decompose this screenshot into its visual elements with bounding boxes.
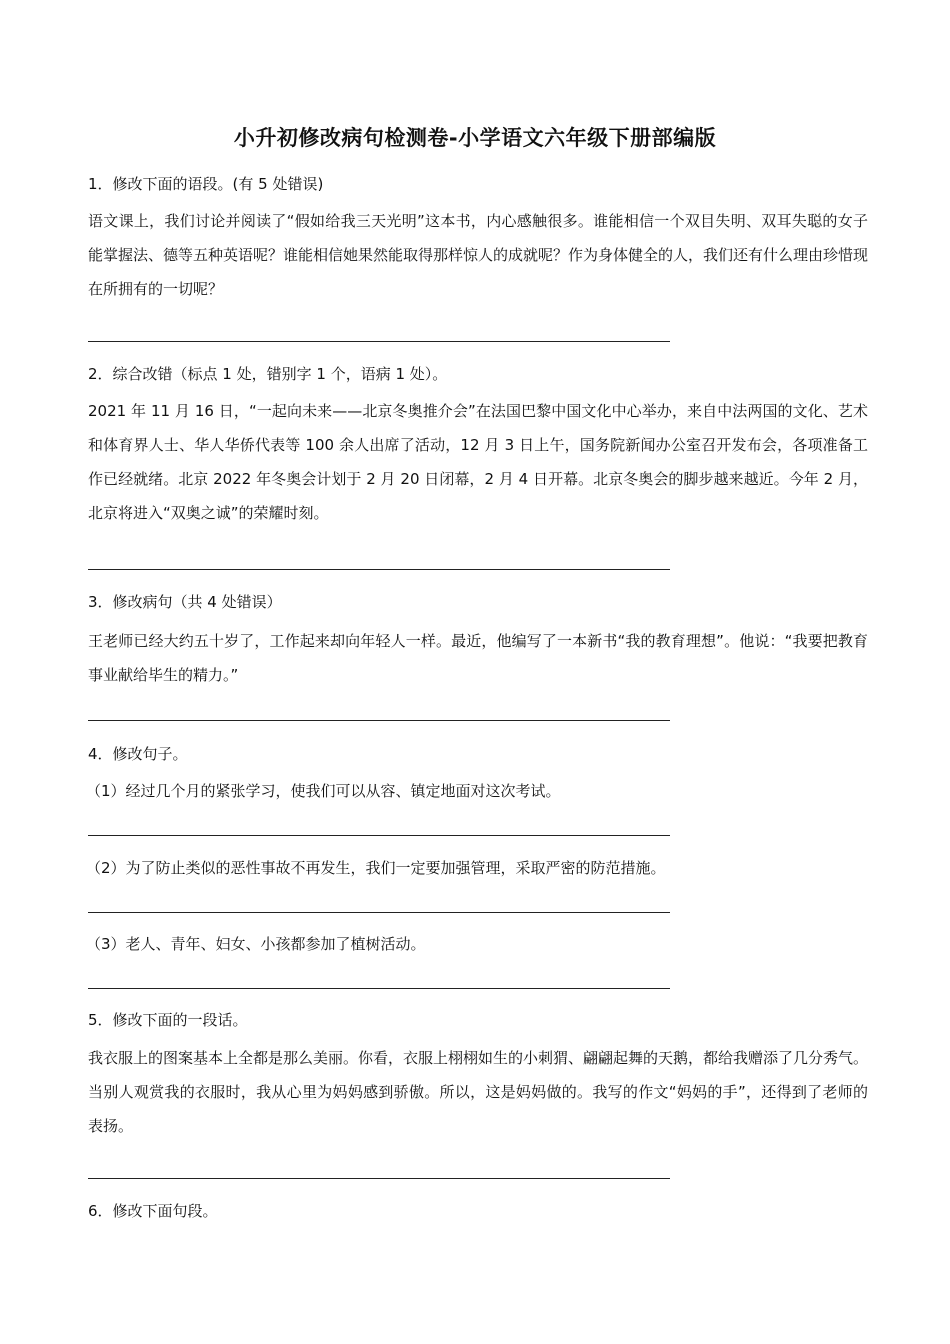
answer-line-5[interactable]: [88, 1178, 670, 1179]
question-2-paragraph: 2021 年 11 月 16 日，“一起向未来——北京冬奥推介会”在法国巴黎中国文化中心举办，来自中法两国的文化、艺术和体育界人士、华人华侨代表等 100 余人出席了活动，12 月 3 日上午，国务院新闻办公室召开发布会，各项准备工作已经就绪。北京 2022 年冬奥会计划于 2 月 20 日闭幕，2 月 4 日开幕。北京冬奥会的脚步越来越近。今年 2 月，北京将进入“双奥之诚”的荣耀时刻。: [88, 402, 868, 522]
question-3-paragraph: 王老师已经大约五十岁了，工作起来却向年轻人一样。最近，他编写了一本新书“我的教育理想”。他说：“我要把教育事业献给毕生的精力。”: [88, 632, 868, 684]
question-1-heading: 1．修改下面的语段。(有 5 处错误): [88, 175, 324, 193]
answer-line-4-3[interactable]: [88, 988, 670, 989]
answer-line-2[interactable]: [88, 569, 670, 570]
question-1-paragraph: 语文课上，我们讨论并阅读了“假如给我三天光明”这本书，内心感触很多。谁能相信一个双目失明、双耳失聪的女子能掌握法、德等五种英语呢？谁能相信她果然能取得那样惊人的成就呢？作为身体健全的人，我们还有什么理由珍惜现在所拥有的一切呢？: [88, 212, 869, 298]
answer-line-4-2[interactable]: [88, 912, 670, 913]
answer-line-3[interactable]: [88, 720, 670, 721]
answer-line-1[interactable]: [88, 341, 670, 342]
page-title: 小升初修改病句检测卷-小学语文六年级下册部编版: [233, 126, 717, 150]
question-4-heading: 4．修改句子。: [88, 745, 188, 763]
question-2-heading: 2．综合改错（标点 1 处，错别字 1 个，语病 1 处）。: [88, 365, 448, 383]
question-5-heading: 5．修改下面的一段话。: [88, 1011, 248, 1029]
question-4-item-1: （1）经过几个月的紧张学习，使我们可以从容、镇定地面对这次考试。: [86, 782, 561, 800]
question-4-item-3: （3）老人、青年、妇女、小孩都参加了植树活动。: [86, 935, 426, 953]
question-3-heading: 3．修改病句（共 4 处错误）: [88, 593, 282, 611]
question-4-item-2: （2）为了防止类似的恶性事故不再发生，我们一定要加强管理，采取严密的防范措施。: [86, 859, 666, 877]
question-6-heading: 6．修改下面句段。: [88, 1202, 218, 1220]
answer-line-4-1[interactable]: [88, 835, 670, 836]
question-5-paragraph: 我衣服上的图案基本上全都是那么美丽。你看，衣服上栩栩如生的小刺猬、翩翩起舞的天鹅，都给我赠添了几分秀气。当别人观赏我的衣服时，我从心里为妈妈感到骄傲。所以，这是妈妈做的。我写的作文“妈妈的手”，还得到了老师的表扬。: [88, 1049, 869, 1135]
